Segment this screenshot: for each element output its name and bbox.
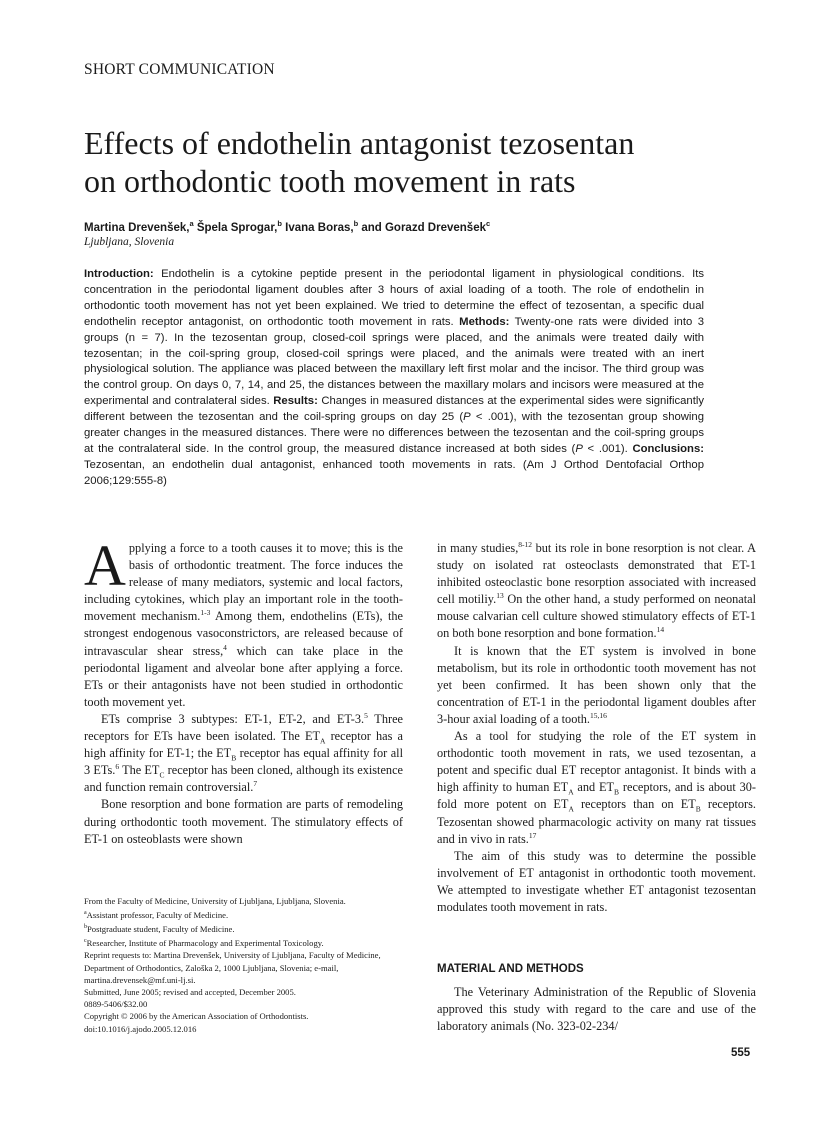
- abstract-conclusions-label: Conclusions:: [627, 442, 705, 455]
- author-affiliation-mark: b: [353, 219, 359, 228]
- paragraph-text: It is known that the ET system is involved in bone metabolism, but its role in orthodontic tooth movement has not yet been confirmed. It has been shown only that the concentration of ET-1 in the periodontal ligament doubles after 3-hour axial loading of a tooth.: [437, 643, 756, 726]
- abstract-results-text: < .001).: [582, 442, 628, 455]
- author-affiliation-mark: c: [485, 219, 491, 228]
- footnote-from: From the Faculty of Medicine, University of Ljubljana, Ljubljana, Slovenia.: [84, 896, 346, 906]
- footnote-text: Researcher, Institute of Pharmacology and Experimental Toxicology.: [86, 938, 324, 949]
- footnote-copyright: Copyright © 2006 by the American Association of Orthodontists.: [84, 1011, 309, 1022]
- citation-ref: 15,16: [590, 710, 607, 720]
- citation-ref: 17: [528, 830, 537, 840]
- author-name: Špela Sprogar,: [193, 221, 278, 234]
- footnote-mark: c: [84, 938, 87, 945]
- paragraph-text: but its role in bone resorption is not clear. A study on isolated rat osteoclasts demonstrated that ET-1 inhibited osteoclastic bone resorption associated with increased cell motiliy.: [437, 541, 756, 607]
- abstract-results-text: Changes in measured distances at the experimental sides were significantly different between the tezosentan and the coil-spring groups on day 25 (: [84, 395, 704, 424]
- body-paragraph: [437, 540, 756, 643]
- abstract-intro-label: Introduction:: [84, 268, 154, 280]
- paragraph-text: receptors, and is about 30-fold more potent on ET: [437, 780, 756, 812]
- subscript: A: [568, 787, 574, 797]
- body-paragraph: [437, 643, 756, 728]
- section-heading-methods: MATERIAL AND METHODS: [437, 963, 584, 975]
- abstract: [84, 267, 704, 490]
- citation-ref: 4: [223, 642, 227, 652]
- subscript: B: [695, 804, 701, 814]
- author-affiliation-mark: b: [277, 219, 282, 228]
- citation-ref: 1-3: [200, 608, 211, 618]
- abstract-results-text: < .001), with the tezosentan group showing greater changes in the measured distances. There were no differences between the tezosentan and the coil-spring groups at the contralateral side. In the control group, the measured distance increased at both sides (: [84, 411, 704, 455]
- abstract-methods-label: Methods:: [453, 315, 510, 328]
- author-name: Ivana Boras,: [281, 221, 354, 234]
- paragraph-text: pplying a force to a tooth causes it to move; this is the basis of orthodontic treatment. The force induces the release of many mediators, systemic and local factors, including cytokines, which play an important role in the tooth-movement mechanism.: [84, 541, 403, 624]
- footnote-issn: 0889-5406/$32.00: [84, 999, 148, 1010]
- abstract-intro-text: Endothelin is a cytokine peptide present in the periodontal ligament in physiological conditions. Its concentration in the periodontal ligament doubles after 3 hours of axial loading of a tooth. The role of endothelin in orthodontic tooth movement has not yet been explained. We tried to determine the effect of tezosentan, a specific dual endothelin receptor antagonist, on orthodontic tooth movement in rats.: [84, 268, 704, 328]
- citation-ref: 8-12: [518, 539, 533, 549]
- section-label: SHORT COMMUNICATION: [84, 61, 275, 78]
- paragraph-text: receptors. Tezosentan showed pharmacologic activity on many rat tissues and in vivo in rats.: [437, 797, 756, 846]
- paragraph-text: receptor has equal affinity for all 3 ETs.: [84, 746, 403, 778]
- paragraph-text: receptor has a high affinity for ET-1; the ET: [84, 729, 403, 761]
- footnote-mark: a: [84, 910, 87, 917]
- paragraph-text: ETs comprise 3 subtypes: ET-1, ET-2, and ET-3.: [101, 711, 365, 726]
- paragraph-text: Among them, endothelins (ETs), the strongest endogenous vasoconstrictors, are released because of intravascular shear stress,: [84, 609, 403, 658]
- paragraph-text: receptors than on ET: [573, 797, 696, 812]
- subscript: B: [231, 753, 237, 763]
- article-title: [84, 124, 764, 200]
- body-paragraph: [84, 533, 403, 711]
- author-affiliation-mark: a: [189, 219, 194, 228]
- abstract-methods-text: Twenty-one rats were divided into 3 groups (n = 7). In the tezosentan group, closed-coil springs were placed, and the animals were treated daily with tezosentan; in the coil-spring group, closed-coil springs were placed, and the animals were treated with an inert physiological solution. The appliance was placed between the maxillary left first molar and the incisor. The third group was the control group. On days 0, 7, 14, and 25, the distances between the maxillary molars and incisors were measured at the experimental and contralateral sides.: [84, 315, 704, 408]
- author-name: Martina Drevenšek,: [84, 221, 190, 234]
- paragraph-text: Three receptors for ETs have been isolated. The ET: [84, 711, 403, 744]
- body-paragraph: The aim of this study was to determine the possible involvement of ET antagonist in orthodontic tooth movement. We attempted to investigate whether ET antagonist tezosentan modulates tooth movement in rats.: [437, 848, 756, 914]
- paragraph-text: which can take place in the periodontal ligament and alveolar bone after applying a force. ETs or their antagonists have not been studied in orthodontic tooth movement yet.: [84, 643, 403, 709]
- paragraph-text: The ET: [119, 763, 160, 778]
- p-value-symbol: P: [463, 411, 471, 424]
- footnote-submitted: Submitted, June 2005; revised and accepted, December 2005.: [84, 987, 296, 997]
- footnote-text: Postgraduate student, Faculty of Medicine.: [87, 924, 235, 935]
- title-line-1: Effects of endothelin antagonist tezosentan: [84, 125, 635, 161]
- subscript: B: [614, 787, 620, 797]
- footnote-mark: b: [84, 924, 87, 931]
- body-paragraph: [84, 711, 403, 796]
- footnote-a: [84, 907, 404, 921]
- body-column-left: [84, 533, 403, 848]
- paragraph-text: in many studies,: [437, 541, 519, 555]
- page-number: 555: [731, 1047, 751, 1059]
- abstract-conclusions-text: Tezosentan, an endothelin dual antagonist, enhanced tooth movements in rats. (Am J Orthod Dentofacial Orthop 2006;129:555-8): [84, 458, 704, 487]
- body-column-right: [437, 540, 756, 916]
- body-column-right-lower: [437, 984, 756, 1035]
- footnote-reprint: Reprint requests to: Martina Drevenšek, University of Ljubljana, Faculty of Medicine, Department of Orthodontics, Zaloška 2, 1000 Ljubljana, Slovenia; e-mail, martina.drevensek@mf.uni-lj.si.: [84, 950, 381, 985]
- citation-ref: 5: [364, 710, 368, 720]
- subscript: C: [159, 770, 165, 780]
- paragraph-text: On the other hand, a study performed on neonatal mouse calvarian cell culture showed stimulatory effects of ET-1 on both bone resorption and bone formation.: [437, 592, 756, 641]
- citation-ref: 14: [656, 625, 665, 635]
- paragraph-text: receptor has been cloned, although its existence and function remain controversial.: [84, 763, 403, 795]
- body-paragraph: Bone resorption and bone formation are parts of remodeling during orthodontic tooth movement. The stimulatory effects of ET-1 on osteoblasts were shown: [84, 797, 403, 846]
- footnote-text: Assistant professor, Faculty of Medicine.: [86, 910, 229, 921]
- citation-ref: 13: [496, 591, 504, 601]
- author-location: Ljubljana, Slovenia: [84, 236, 175, 248]
- footnote-c: [84, 935, 404, 949]
- citation-ref: 6: [115, 762, 120, 772]
- body-paragraph: [437, 728, 756, 848]
- title-line-2: on orthodontic tooth movement in rats: [84, 163, 576, 199]
- abstract-results-label: Results:: [269, 395, 318, 408]
- author-list: [84, 219, 490, 234]
- drop-cap: A: [84, 533, 126, 598]
- footnotes: [84, 895, 404, 1035]
- subscript: A: [568, 804, 574, 814]
- subscript: A: [320, 736, 326, 746]
- body-paragraph: The Veterinary Administration of the Republic of Slovenia approved this study with regard to the care and use of the laboratory animals (No. 323-02-234/: [437, 985, 756, 1034]
- citation-ref: 7: [253, 779, 258, 789]
- footnote-b: [84, 921, 404, 935]
- author-name: and Gorazd Drevenšek: [358, 221, 486, 234]
- p-value-symbol: P: [575, 442, 583, 455]
- paragraph-text: As a tool for studying the role of the ET system in orthodontic tooth movement in rats, we used tezosentan, a potent and specific dual ET receptor antagonist. It binds with a high affinity to human ET: [437, 729, 756, 795]
- paragraph-text: and ET: [573, 780, 615, 795]
- footnote-doi: doi:10.1016/j.ajodo.2005.12.016: [84, 1023, 197, 1034]
